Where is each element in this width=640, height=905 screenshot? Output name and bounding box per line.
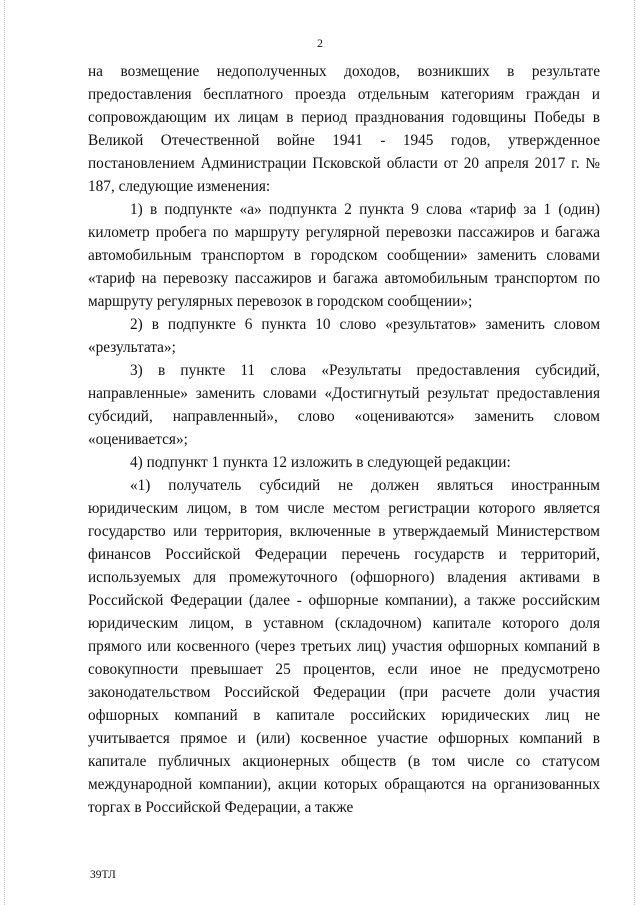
paragraph-continuation: на возмещение недополученных доходов, возникших в результате предоставления бесплатного проезда отдельным категориям граждан и сопровождающим их лицам в период празднования годовщины Победы в Великой Отечественной войне 1941 - 1945 годов, утвержденное постановлением Администрации Псковской области от 20 апреля 2017 г. № 187, следующие изменения: (88, 63, 600, 195)
paragraph-quoted-subitem: «1) получатель субсидий не должен являться иностранным юридическим лицом, в том числе местом регистрации которого является государство или территория, включенные в утверждаемый Министерством финансов Российской Федерации перечень государств и территорий, используемых для промежуточного (офшорного) владения активами в Российской Федерации (далее - офшорные компании), а также российским юридическим лицом, в уставном (складочном) капитале которого доля прямого или косвенного (через третьих лиц) участия офшорных компаний в совокупности превышает 25 процентов, если иное не предусмотрено законодательством Российской Федерации (при расчете доли участия офшорных компаний в капитале российских юридических лиц не учитывается прямое и (или) косвенное участие офшорных компаний в капитале публичных акционерных обществ (в том числе со статусом международной компании), акции которых обращаются на организованных торгах в Российской Федерации, а также (88, 477, 600, 816)
footer-code: 39ТЛ (90, 869, 116, 881)
page-number: 2 (317, 36, 323, 50)
scan-edge-left (4, 0, 6, 905)
paragraph-item-3: 3) в пункте 11 слова «Результаты предоставления субсидий, направленные» заменить словами «Достигнутый результат предоставления субсидий, направленный», слово «оцениваются» заменить словом «оценивается»; (88, 362, 600, 448)
scan-edge-right (634, 0, 636, 905)
paragraph-item-4: 4) подпункт 1 пункта 12 изложить в следующей редакции: (130, 454, 511, 471)
paragraph-item-1: 1) в подпункте «а» подпункта 2 пункта 9 слова «тариф за 1 (один) километр пробега по маршруту регулярной перевозки пассажиров и багажа автомобильным транспортом в городском сообщении» заменить словами «тариф на перевозку пассажиров и багажа автомобильным транспортом по маршруту регулярных перевозок в городском сообщении»; (88, 201, 600, 310)
document-body (88, 60, 600, 819)
paragraph-item-2: 2) в подпункте 6 пункта 10 слово «результатов» заменить словом «результата»; (88, 316, 600, 356)
